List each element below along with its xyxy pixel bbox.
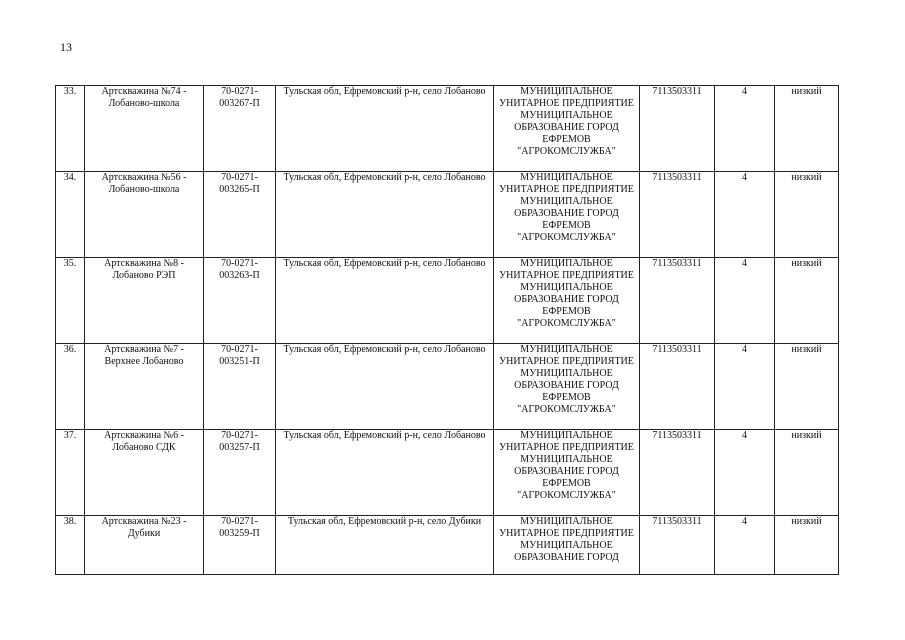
operator-name: МУНИЦИПАЛЬНОЕ УНИТАРНОЕ ПРЕДПРИЯТИЕ МУНИЦИПАЛЬНОЕ ОБРАЗОВАНИЕ ГОРОД ЕФРЕМОВ "АГРОКОМСЛУЖБА" (494, 430, 640, 516)
object-code: 70-0271-003263-П (204, 258, 276, 344)
page-number: 13 (60, 40, 72, 54)
operator-inn: 7113503311 (640, 430, 715, 516)
risk-level: низкий (775, 516, 839, 575)
object-category: 4 (715, 344, 775, 430)
registry-table (55, 85, 839, 575)
operator-name: МУНИЦИПАЛЬНОЕ УНИТАРНОЕ ПРЕДПРИЯТИЕ МУНИЦИПАЛЬНОЕ ОБРАЗОВАНИЕ ГОРОД ЕФРЕМОВ "АГРОКОМСЛУЖБА" (494, 86, 640, 172)
object-name: Артскважина №23 - Дубики (85, 516, 204, 575)
object-name: Артскважина №74 - Лобаново-школа (85, 86, 204, 172)
object-category: 4 (715, 430, 775, 516)
object-code: 70-0271-003267-П (204, 86, 276, 172)
object-address: Тульская обл, Ефремовский р-н, село Лобаново (276, 86, 494, 172)
object-code: 70-0271-003257-П (204, 430, 276, 516)
risk-level: низкий (775, 430, 839, 516)
object-name: Артскважина №56 - Лобаново-школа (85, 172, 204, 258)
table-row (56, 172, 839, 258)
table-row (56, 516, 839, 575)
object-address: Тульская обл, Ефремовский р-н, село Лобаново (276, 172, 494, 258)
table-row (56, 344, 839, 430)
object-address: Тульская обл, Ефремовский р-н, село Лобаново (276, 430, 494, 516)
row-number: 36. (56, 344, 85, 430)
object-code: 70-0271-003251-П (204, 344, 276, 430)
operator-inn: 7113503311 (640, 516, 715, 575)
risk-level: низкий (775, 344, 839, 430)
object-address: Тульская обл, Ефремовский р-н, село Лобаново (276, 344, 494, 430)
table-row (56, 430, 839, 516)
operator-inn: 7113503311 (640, 86, 715, 172)
object-name: Артскважина №8 - Лобаново РЭП (85, 258, 204, 344)
row-number: 35. (56, 258, 85, 344)
row-number: 34. (56, 172, 85, 258)
table-row (56, 86, 839, 172)
row-number: 33. (56, 86, 85, 172)
row-number: 38. (56, 516, 85, 575)
object-category: 4 (715, 172, 775, 258)
operator-name: МУНИЦИПАЛЬНОЕ УНИТАРНОЕ ПРЕДПРИЯТИЕ МУНИЦИПАЛЬНОЕ ОБРАЗОВАНИЕ ГОРОД ЕФРЕМОВ "АГРОКОМСЛУЖБА" (494, 258, 640, 344)
object-category: 4 (715, 516, 775, 575)
object-name: Артскважина №6 - Лобаново СДК (85, 430, 204, 516)
risk-level: низкий (775, 172, 839, 258)
operator-name: МУНИЦИПАЛЬНОЕ УНИТАРНОЕ ПРЕДПРИЯТИЕ МУНИЦИПАЛЬНОЕ ОБРАЗОВАНИЕ ГОРОД ЕФРЕМОВ "АГРОКОМСЛУЖБА" (494, 344, 640, 430)
operator-inn: 7113503311 (640, 344, 715, 430)
operator-name: МУНИЦИПАЛЬНОЕ УНИТАРНОЕ ПРЕДПРИЯТИЕ МУНИЦИПАЛЬНОЕ ОБРАЗОВАНИЕ ГОРОД ЕФРЕМОВ "АГРОКОМСЛУЖБА" (494, 172, 640, 258)
object-category: 4 (715, 86, 775, 172)
object-address: Тульская обл, Ефремовский р-н, село Лобаново (276, 258, 494, 344)
table-row (56, 258, 839, 344)
object-name: Артскважина №7 - Верхнее Лобаново (85, 344, 204, 430)
operator-inn: 7113503311 (640, 172, 715, 258)
object-code: 70-0271-003265-П (204, 172, 276, 258)
risk-level: низкий (775, 86, 839, 172)
operator-name: МУНИЦИПАЛЬНОЕ УНИТАРНОЕ ПРЕДПРИЯТИЕ МУНИЦИПАЛЬНОЕ ОБРАЗОВАНИЕ ГОРОД (494, 516, 640, 575)
object-code: 70-0271-003259-П (204, 516, 276, 575)
row-number: 37. (56, 430, 85, 516)
object-address: Тульская обл, Ефремовский р-н, село Дубики (276, 516, 494, 575)
object-category: 4 (715, 258, 775, 344)
risk-level: низкий (775, 258, 839, 344)
operator-inn: 7113503311 (640, 258, 715, 344)
